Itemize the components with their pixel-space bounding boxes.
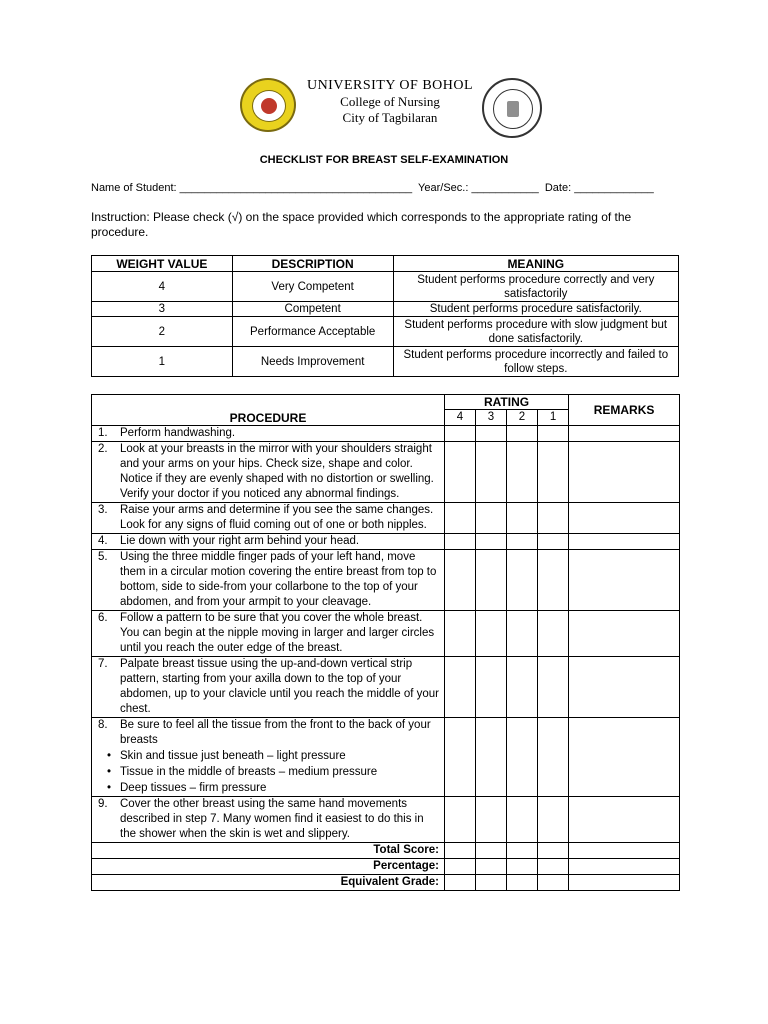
grade-cell[interactable] xyxy=(445,875,476,891)
nursing-seal-logo xyxy=(482,78,542,138)
remarks-cell[interactable] xyxy=(569,611,680,657)
student-info-line: Name of Student: ______________________________________ Year/Sec.: ___________ Date: _____________ xyxy=(91,182,654,194)
rating-cell-3[interactable] xyxy=(476,797,507,843)
percentage-cell[interactable] xyxy=(538,859,569,875)
rating-cell-4[interactable] xyxy=(445,657,476,718)
step-text: Cover the other breast using the same hand movements described in step 7. Many women find it easiest to do this in the shower when the skin is wet and slippery. xyxy=(120,798,424,840)
college-name: College of Nursing xyxy=(340,94,440,109)
rating-cell-2[interactable] xyxy=(507,426,538,442)
step-number: 9. xyxy=(98,798,108,810)
remarks-cell[interactable] xyxy=(569,797,680,843)
step-text: Be sure to feel all the tissue from the front to the back of your breasts xyxy=(120,719,431,746)
rating-value-2: 2 xyxy=(507,410,538,426)
legend-header-weight: WEIGHT VALUE xyxy=(92,256,233,272)
remarks-cell[interactable] xyxy=(569,718,680,797)
legend-weight: 3 xyxy=(92,302,233,317)
step-number: 6. xyxy=(98,612,108,624)
legend-weight: 2 xyxy=(92,317,233,347)
rating-cell-4[interactable] xyxy=(445,718,476,797)
legend-meaning: Student performs procedure with slow judgment but done satisfactorily. xyxy=(393,317,678,347)
legend-meaning: Student performs procedure correctly and very satisfactorily xyxy=(393,272,678,302)
total-cell[interactable] xyxy=(476,843,507,859)
procedure-step-row xyxy=(92,611,680,657)
rating-cell-1[interactable] xyxy=(538,426,569,442)
total-cell[interactable] xyxy=(507,843,538,859)
procedure-step-row xyxy=(92,657,680,718)
step-text: Perform handwashing. xyxy=(120,427,236,439)
percentage-cell[interactable] xyxy=(445,859,476,875)
legend-weight: 1 xyxy=(92,347,233,377)
rating-cell-3[interactable] xyxy=(476,442,507,503)
remarks-cell[interactable] xyxy=(569,534,680,550)
procedure-step-row xyxy=(92,718,680,797)
step-text: Using the three middle finger pads of your left hand, move them in a circular motion covering the entire breast from top to bottom, side to side-from your collarbone to the top of your abdomen, and from your armpit to your cleavage. xyxy=(120,551,437,608)
rating-cell-2[interactable] xyxy=(507,442,538,503)
rating-value-3: 3 xyxy=(476,410,507,426)
rating-cell-3[interactable] xyxy=(476,426,507,442)
legend-row xyxy=(92,317,679,347)
legend-description: Needs Improvement xyxy=(232,347,393,377)
rating-value-1: 1 xyxy=(538,410,569,426)
university-seal-logo xyxy=(240,78,296,132)
rating-cell-2[interactable] xyxy=(507,611,538,657)
step-number: 5. xyxy=(98,551,108,563)
letterhead-text xyxy=(300,78,480,126)
instruction-text: Instruction: Please check (√) on the space provided which corresponds to the appropriate rating of the procedure. xyxy=(91,210,632,239)
step-text: Palpate breast tissue using the up-and-down vertical strip pattern, starting from your axilla down to the top of your abdomen, up to your clavicle until you reach the middle of your chest. xyxy=(120,658,439,715)
step-number: 1. xyxy=(98,427,108,439)
step-text: Lie down with your right arm behind your head. xyxy=(120,535,360,547)
step-bullet: Deep tissues – firm pressure xyxy=(120,782,267,794)
step-number: 8. xyxy=(98,719,108,731)
document-title: CHECKLIST FOR BREAST SELF-EXAMINATION xyxy=(259,154,509,166)
rating-cell-2[interactable] xyxy=(507,718,538,797)
procedure-step-row xyxy=(92,426,680,442)
rating-cell-4[interactable] xyxy=(445,611,476,657)
rating-value-4: 4 xyxy=(445,410,476,426)
rating-cell-4[interactable] xyxy=(445,426,476,442)
rating-cell-1[interactable] xyxy=(538,718,569,797)
step-number: 3. xyxy=(98,504,108,516)
rating-cell-2[interactable] xyxy=(507,534,538,550)
procedure-checklist-table xyxy=(91,394,680,891)
rating-cell-1[interactable] xyxy=(538,550,569,611)
bullet-dot: • xyxy=(106,766,112,778)
university-name: UNIVERSITY OF BOHOL xyxy=(306,78,474,93)
remarks-cell[interactable] xyxy=(569,503,680,534)
legend-header-row xyxy=(92,256,679,272)
rating-cell-3[interactable] xyxy=(476,611,507,657)
grade-cell[interactable] xyxy=(507,875,538,891)
equivalent-grade-label: Equivalent Grade: xyxy=(92,875,445,891)
rating-cell-3[interactable] xyxy=(476,503,507,534)
rating-cell-1[interactable] xyxy=(538,657,569,718)
step-text: Raise your arms and determine if you see the same changes. Look for any signs of fluid coming out of one or both nipples. xyxy=(120,504,434,531)
legend-header-description: DESCRIPTION xyxy=(232,256,393,272)
rating-cell-3[interactable] xyxy=(476,657,507,718)
rating-cell-4[interactable] xyxy=(445,550,476,611)
legend-row xyxy=(92,302,679,317)
percentage-cell[interactable] xyxy=(507,859,538,875)
procedure-step-row xyxy=(92,797,680,843)
rating-cell-1[interactable] xyxy=(538,442,569,503)
grade-cell[interactable] xyxy=(569,875,680,891)
rating-cell-3[interactable] xyxy=(476,534,507,550)
procedure-step-row xyxy=(92,442,680,503)
rating-cell-2[interactable] xyxy=(507,657,538,718)
rating-cell-4[interactable] xyxy=(445,534,476,550)
legend-header-meaning: MEANING xyxy=(393,256,678,272)
legend-row xyxy=(92,272,679,302)
step-number: 4. xyxy=(98,535,108,547)
letterhead xyxy=(0,78,768,138)
percentage-label: Percentage: xyxy=(92,859,445,875)
total-score-label: Total Score: xyxy=(92,843,445,859)
procedure-step-row xyxy=(92,503,680,534)
legend-description: Very Competent xyxy=(232,272,393,302)
total-cell[interactable] xyxy=(538,843,569,859)
step-text: Look at your breasts in the mirror with your shoulders straight and your arms on your hips. Check size, shape and color. Notice if they are evenly shaped with no distortion or swelling. Verify your doctor if you noticed any abnormal findings. xyxy=(120,443,434,500)
step-number: 7. xyxy=(98,658,108,670)
percentage-row xyxy=(92,859,680,875)
grade-cell[interactable] xyxy=(476,875,507,891)
rating-cell-1[interactable] xyxy=(538,534,569,550)
equivalent-grade-row xyxy=(92,875,680,891)
total-cell[interactable] xyxy=(569,843,680,859)
legend-description: Competent xyxy=(232,302,393,317)
procedure-header: PROCEDURE xyxy=(92,395,445,426)
remarks-cell[interactable] xyxy=(569,442,680,503)
remarks-cell[interactable] xyxy=(569,657,680,718)
legend-description: Performance Acceptable xyxy=(232,317,393,347)
step-bullet: Skin and tissue just beneath – light pressure xyxy=(120,750,346,762)
rating-header: RATING xyxy=(445,395,569,410)
percentage-cell[interactable] xyxy=(476,859,507,875)
rating-cell-4[interactable] xyxy=(445,503,476,534)
total-cell[interactable] xyxy=(445,843,476,859)
rating-cell-1[interactable] xyxy=(538,503,569,534)
rating-cell-2[interactable] xyxy=(507,503,538,534)
step-bullet: Tissue in the middle of breasts – medium pressure xyxy=(120,766,378,778)
bullet-dot: • xyxy=(106,750,112,762)
procedure-header-row xyxy=(92,395,680,410)
rating-legend-table xyxy=(91,255,679,377)
grade-cell[interactable] xyxy=(538,875,569,891)
legend-weight: 4 xyxy=(92,272,233,302)
legend-row xyxy=(92,347,679,377)
rating-cell-4[interactable] xyxy=(445,442,476,503)
remarks-cell[interactable] xyxy=(569,550,680,611)
step-number: 2. xyxy=(98,443,108,455)
legend-meaning: Student performs procedure satisfactorily. xyxy=(393,302,678,317)
remarks-header: REMARKS xyxy=(569,395,680,426)
rating-cell-2[interactable] xyxy=(507,550,538,611)
procedure-step-row xyxy=(92,550,680,611)
rating-cell-4[interactable] xyxy=(445,797,476,843)
step-text: Follow a pattern to be sure that you cover the whole breast. You can begin at the nipple moving in larger and larger circles until you reach the outer edge of the breast. xyxy=(120,612,435,654)
percentage-cell[interactable] xyxy=(569,859,680,875)
rating-cell-2[interactable] xyxy=(507,797,538,843)
rating-cell-3[interactable] xyxy=(476,550,507,611)
rating-cell-3[interactable] xyxy=(476,718,507,797)
remarks-cell[interactable] xyxy=(569,426,680,442)
total-score-row xyxy=(92,843,680,859)
bullet-dot: • xyxy=(106,782,112,794)
city-name: City of Tagbilaran xyxy=(342,110,438,125)
procedure-step-row xyxy=(92,534,680,550)
rating-cell-1[interactable] xyxy=(538,797,569,843)
legend-meaning: Student performs procedure incorrectly and failed to follow steps. xyxy=(393,347,678,377)
rating-cell-1[interactable] xyxy=(538,611,569,657)
